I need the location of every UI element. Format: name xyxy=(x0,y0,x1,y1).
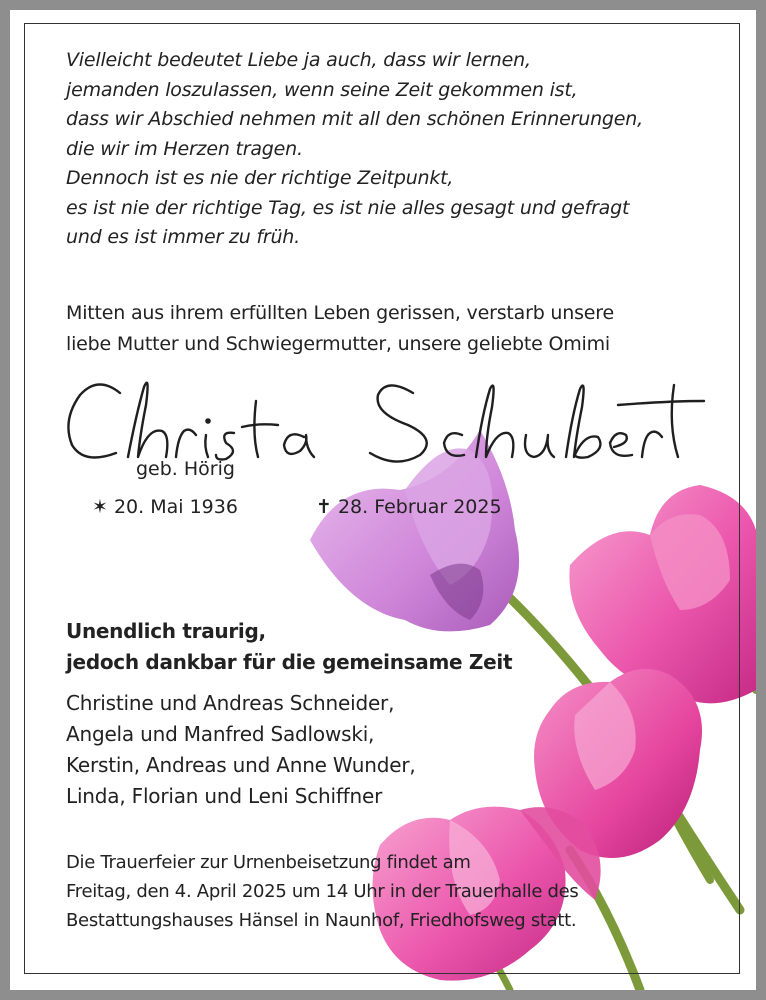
service-line: Freitag, den 4. April 2025 um 14 Uhr in der Trauerhalle des xyxy=(66,881,579,902)
death-date: ✝ 28. Februar 2025 xyxy=(316,496,502,518)
grief-line: jedoch dankbar für die gemeinsame Zeit xyxy=(66,650,513,674)
poem-line: Vielleicht bedeutet Liebe ja auch, dass wir lernen, xyxy=(66,49,531,71)
service-line: Die Trauerfeier zur Urnenbeisetzung findet am xyxy=(66,852,471,873)
mourners-list xyxy=(66,688,416,812)
obituary-card xyxy=(10,10,756,990)
grief-line: Unendlich traurig, xyxy=(66,619,266,643)
poem-line: und es ist immer zu früh. xyxy=(66,226,300,248)
birth-date: ✶ 20. Mai 1936 xyxy=(92,496,238,518)
mourner-entry: Angela und Manfred Sadlowski, xyxy=(66,722,375,746)
poem-line: dass wir Abschied nehmen mit all den schönen Erinnerungen, xyxy=(66,108,643,130)
poem-line: die wir im Herzen tragen. xyxy=(66,137,303,160)
announcement-intro xyxy=(66,298,614,360)
poem-line: Dennoch ist es nie der richtige Zeitpunkt, xyxy=(66,167,454,189)
poem-line: es ist nie der richtige Tag, es ist nie alles gesagt und gefragt xyxy=(66,196,630,219)
service-line: Bestattungshauses Hänsel in Naunhof, Friedhofsweg statt. xyxy=(66,910,577,931)
intro-line: Mitten aus ihrem erfüllten Leben gerissen, verstarb unsere xyxy=(66,302,614,324)
maiden-name: geb. Hörig xyxy=(136,458,235,480)
life-dates xyxy=(92,496,502,518)
poem-line: jemanden loszulassen, wenn seine Zeit gekommen ist, xyxy=(66,78,578,101)
mourner-entry: Christine und Andreas Schneider, xyxy=(66,691,395,715)
poem xyxy=(66,46,643,253)
funeral-service-info xyxy=(66,848,579,935)
mourner-entry: Linda, Florian und Leni Schiffner xyxy=(66,784,383,808)
intro-line: liebe Mutter und Schwiegermutter, unsere geliebte Omimi xyxy=(66,333,610,355)
grief-statement xyxy=(66,616,512,678)
mourner-entry: Kerstin, Andreas und Anne Wunder, xyxy=(66,753,416,777)
